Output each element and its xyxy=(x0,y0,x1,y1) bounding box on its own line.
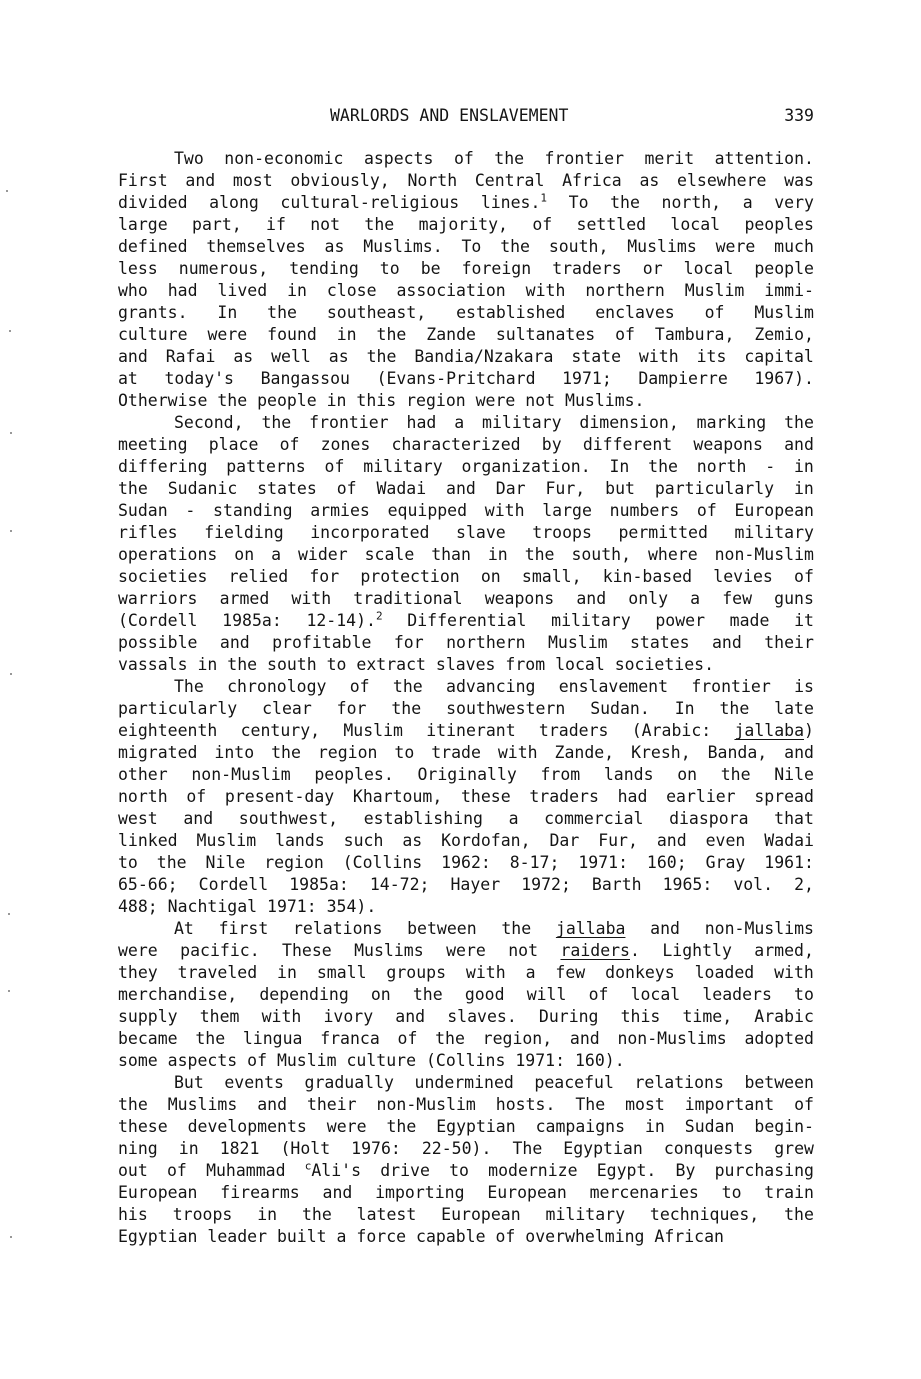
text-line: (Cordell 1985a: 12-14).$^2$ Differential military power made it xyxy=(118,609,814,630)
text-line: vassals in the south to extract slaves from local societies. xyxy=(118,655,715,674)
text-line: divided along cultural-religious lines.$^1$ To the north, a very xyxy=(118,191,814,212)
text-line: west and southwest, establishing a commercial diaspora that xyxy=(118,809,814,828)
text-line: operations on a wider scale than in the south, where non-Muslim xyxy=(118,545,814,564)
text-line: Two non-economic aspects of the frontier merit attention. xyxy=(174,149,814,168)
page-number: 339 xyxy=(784,106,814,125)
scan-speck xyxy=(6,190,8,192)
running-head: WARLORDS AND ENSLAVEMENT xyxy=(330,106,569,125)
text-line: the Sudanic states of Wadai and Dar Fur, but particularly in xyxy=(118,479,814,498)
text-line: other non-Muslim peoples. Originally from lands on the Nile xyxy=(118,765,814,784)
text-line: warriors armed with traditional weapons and only a few guns xyxy=(118,589,814,608)
text-line: meeting place of zones characterized by different weapons and xyxy=(118,435,814,454)
text-line: rifles fielding incorporated slave troops permitted military xyxy=(118,523,814,542)
text-line: At first relations between the jallaba and non-Muslims xyxy=(174,919,814,938)
text-line: at today's Bangassou (Evans-Pritchard 1971; Dampierre 1967). xyxy=(118,369,814,388)
text-line: culture were found in the Zande sultanates of Tambura, Zemio, xyxy=(118,325,814,344)
text-line: and Rafai as well as the Bandia/Nzakara state with its capital xyxy=(118,347,814,366)
text-line: ning in 1821 (Holt 1976: 22-50). The Egyptian conquests grew xyxy=(118,1139,814,1158)
text-line: eighteenth century, Muslim itinerant traders (Arabic: jallaba) xyxy=(118,721,814,740)
body-text xyxy=(118,148,814,1248)
text-line: defined themselves as Muslims. To the south, Muslims were much xyxy=(118,237,814,256)
text-line: Second, the frontier had a military dimension, marking the xyxy=(174,413,814,432)
scan-speck xyxy=(10,432,12,434)
text-line: The chronology of the advancing enslavement frontier is xyxy=(174,677,814,696)
scan-speck xyxy=(10,530,12,532)
text-line: particularly clear for the southwestern Sudan. In the late xyxy=(118,699,814,718)
text-line: less numerous, tending to be foreign traders or local people xyxy=(118,259,814,278)
text-line: large part, if not the majority, of settled local peoples xyxy=(118,215,814,234)
text-line: grants. In the southeast, established enclaves of Muslim xyxy=(118,303,814,322)
text-line: north of present-day Khartoum, these traders had earlier spread xyxy=(118,787,814,806)
text-line: European firearms and importing European mercenaries to train xyxy=(118,1183,814,1202)
scan-speck xyxy=(10,673,12,675)
page-header xyxy=(118,104,818,128)
scan-speck xyxy=(8,990,10,992)
text-line: Sudan - standing armies equipped with large numbers of European xyxy=(118,501,814,520)
text-line: But events gradually undermined peaceful relations between xyxy=(174,1073,814,1092)
text-line: 65-66; Cordell 1985a: 14-72; Hayer 1972; Barth 1965: vol. 2, xyxy=(118,875,814,894)
text-line: these developments were the Egyptian campaigns in Sudan begin- xyxy=(118,1117,814,1136)
scan-speck xyxy=(9,330,11,332)
text-line: Egyptian leader built a force capable of overwhelming African xyxy=(118,1227,724,1246)
text-line: possible and profitable for northern Muslim states and their xyxy=(118,633,814,652)
text-line: they traveled in small groups with a few donkeys loaded with xyxy=(118,963,814,982)
text-line: became the lingua franca of the region, and non-Muslims adopted xyxy=(118,1029,814,1048)
scan-speck xyxy=(8,913,10,915)
text-line: his troops in the latest European military techniques, the xyxy=(118,1205,814,1224)
text-line: to the Nile region (Collins 1962: 8-17; 1971: 160; Gray 1961: xyxy=(118,853,814,872)
text-line: migrated into the region to trade with Zande, Kresh, Banda, and xyxy=(118,743,814,762)
text-line: supply them with ivory and slaves. During this time, Arabic xyxy=(118,1007,814,1026)
text-line: who had lived in close association with northern Muslim immi- xyxy=(118,281,814,300)
text-line: Otherwise the people in this region were not Muslims. xyxy=(118,391,645,410)
text-line: societies relied for protection on small, kin-based levies of xyxy=(118,567,814,586)
text-line: 488; Nachtigal 1971: 354). xyxy=(118,897,377,916)
text-line: linked Muslim lands such as Kordofan, Dar Fur, and even Wadai xyxy=(118,831,814,850)
scan-speck xyxy=(10,1236,12,1238)
text-line: First and most obviously, North Central Africa as elsewhere was xyxy=(118,171,814,190)
text-line: out of Muhammad $^c$Ali's drive to modernize Egypt. By purchasing xyxy=(118,1159,814,1180)
text-line: merchandise, depending on the good will of local leaders to xyxy=(118,985,814,1004)
text-line: were pacific. These Muslims were not raiders. Lightly armed, xyxy=(118,941,814,960)
text-line: the Muslims and their non-Muslim hosts. The most important of xyxy=(118,1095,814,1114)
text-line: some aspects of Muslim culture (Collins 1971: 160). xyxy=(118,1051,625,1070)
text-line: differing patterns of military organization. In the north - in xyxy=(118,457,814,476)
